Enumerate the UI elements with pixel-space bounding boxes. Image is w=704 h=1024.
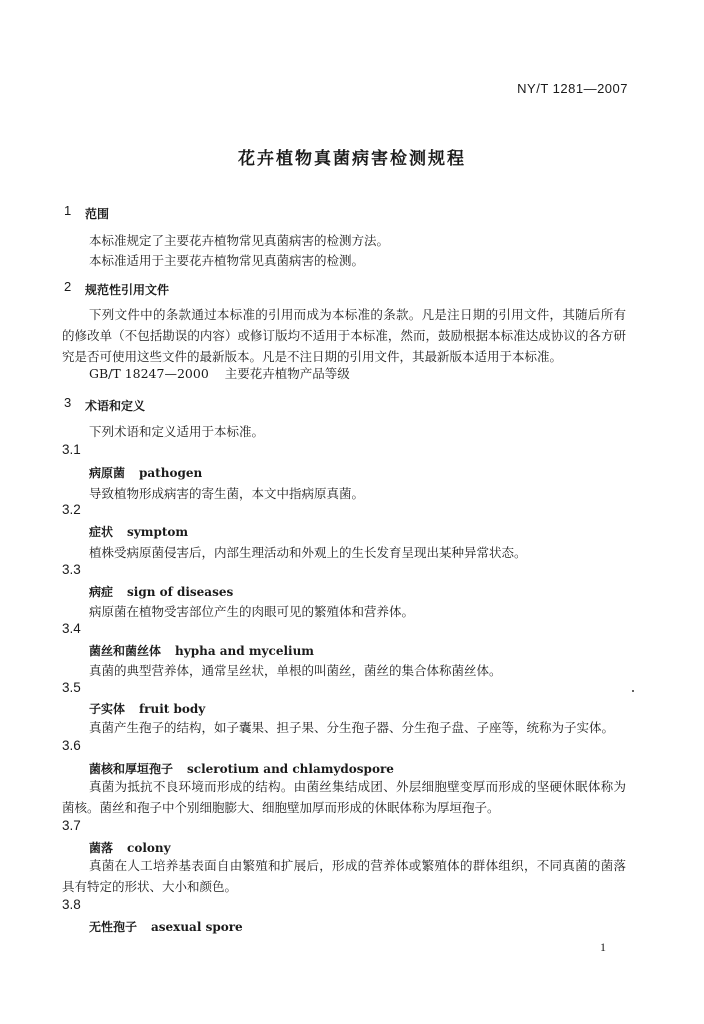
clause-number: 3.4 [62, 621, 81, 636]
clause-number: 3.3 [62, 562, 81, 577]
section-number: 3 [64, 395, 72, 410]
term-zh: 菌丝和菌丝体 [89, 644, 162, 658]
section-title: 范围 [85, 207, 110, 221]
term-en: colony [127, 841, 171, 855]
term-definition: 植株受病原菌侵害后，内部生理活动和外观上的生长发育呈现出某种异常状态。 [89, 545, 527, 560]
term-heading [89, 700, 205, 717]
term-definition: 真菌为抵抗不良环境而形成的结构。由菌丝集结成团、外层细胞壁变厚而形成的坚硬休眠体称为菌核。菌丝和孢子中个别细胞膨大、细胞壁加厚而形成的休眠体称为厚垣孢子。 [62, 779, 626, 815]
term-zh: 病症 [89, 585, 114, 599]
clause-number: 3.5 [62, 680, 81, 695]
clause-number: 3.7 [62, 818, 81, 833]
reference-code: GB/T 18247—2000 [89, 366, 209, 381]
term-definition: 真菌的典型营养体，通常呈丝状，单根的叫菌丝，菌丝的集合体称菌丝体。 [89, 663, 502, 678]
term-zh: 症状 [89, 525, 114, 539]
section-paragraph: 下列术语和定义适用于本标准。 [89, 424, 265, 439]
term-zh: 子实体 [89, 702, 126, 716]
term-heading [89, 918, 243, 935]
section-number: 2 [64, 279, 72, 294]
standard-code: NY/T 1281—2007 [517, 81, 628, 96]
document-title: 花卉植物真菌病害检测规程 [238, 149, 466, 169]
section-number: 1 [64, 203, 72, 218]
term-definition: 真菌产生孢子的结构，如子囊果、担子果、分生孢子器、分生孢子盘、子座等，统称为子实体。 [89, 720, 615, 735]
clause-number: 3.2 [62, 502, 81, 517]
term-heading [89, 464, 202, 481]
section-title: 规范性引用文件 [85, 283, 170, 297]
normative-reference [89, 366, 350, 382]
term-heading [89, 523, 188, 540]
page-number: 1 [600, 940, 606, 954]
reference-title: 主要花卉植物产品等级 [224, 366, 350, 381]
term-definition: 导致植物形成病害的寄生菌，本文中指病原真菌。 [89, 486, 365, 501]
clause-number: 3.1 [62, 442, 81, 457]
term-en: sign of diseases [127, 585, 234, 599]
term-definition: 真菌在人工培养基表面自由繁殖和扩展后，形成的营养体或繁殖体的群体组织，不同真菌的菌落具有特定的形状、大小和颜色。 [62, 858, 626, 894]
term-en: sclerotium and chlamydospore [187, 762, 394, 776]
section-title: 术语和定义 [85, 399, 146, 413]
term-definition: 病原菌在植物受害部位产生的肉眼可见的繁殖体和营养体。 [89, 604, 415, 619]
term-heading [89, 583, 233, 600]
term-en: asexual spore [151, 920, 243, 934]
section-paragraph: 本标准适用于主要花卉植物常见真菌病害的检测。 [89, 253, 365, 268]
term-heading [89, 839, 171, 856]
term-zh: 菌落 [89, 841, 114, 855]
clause-number: 3.6 [62, 738, 81, 753]
term-en: fruit body [139, 702, 206, 716]
scan-speck [632, 690, 634, 692]
clause-number: 3.8 [62, 897, 81, 912]
term-en: pathogen [139, 466, 203, 480]
section-paragraph: 下列文件中的条款通过本标准的引用而成为本标准的条款。凡是注日期的引用文件，其随后所有的修改单（不包括勘误的内容）或修订版均不适用于本标准，然而，鼓励根据本标准达成协议的各方研究是否可使用这些文件的最新版本。凡是不注日期的引用文件，其最新版本适用于本标准。 [62, 307, 626, 364]
term-heading [89, 642, 314, 659]
term-en: symptom [127, 525, 189, 539]
term-zh: 菌核和厚垣孢子 [89, 762, 174, 776]
term-heading [89, 760, 394, 777]
term-zh: 无性孢子 [89, 920, 138, 934]
term-en: hypha and mycelium [175, 644, 314, 658]
section-paragraph: 本标准规定了主要花卉植物常见真菌病害的检测方法。 [89, 233, 390, 248]
term-zh: 病原菌 [89, 466, 126, 480]
